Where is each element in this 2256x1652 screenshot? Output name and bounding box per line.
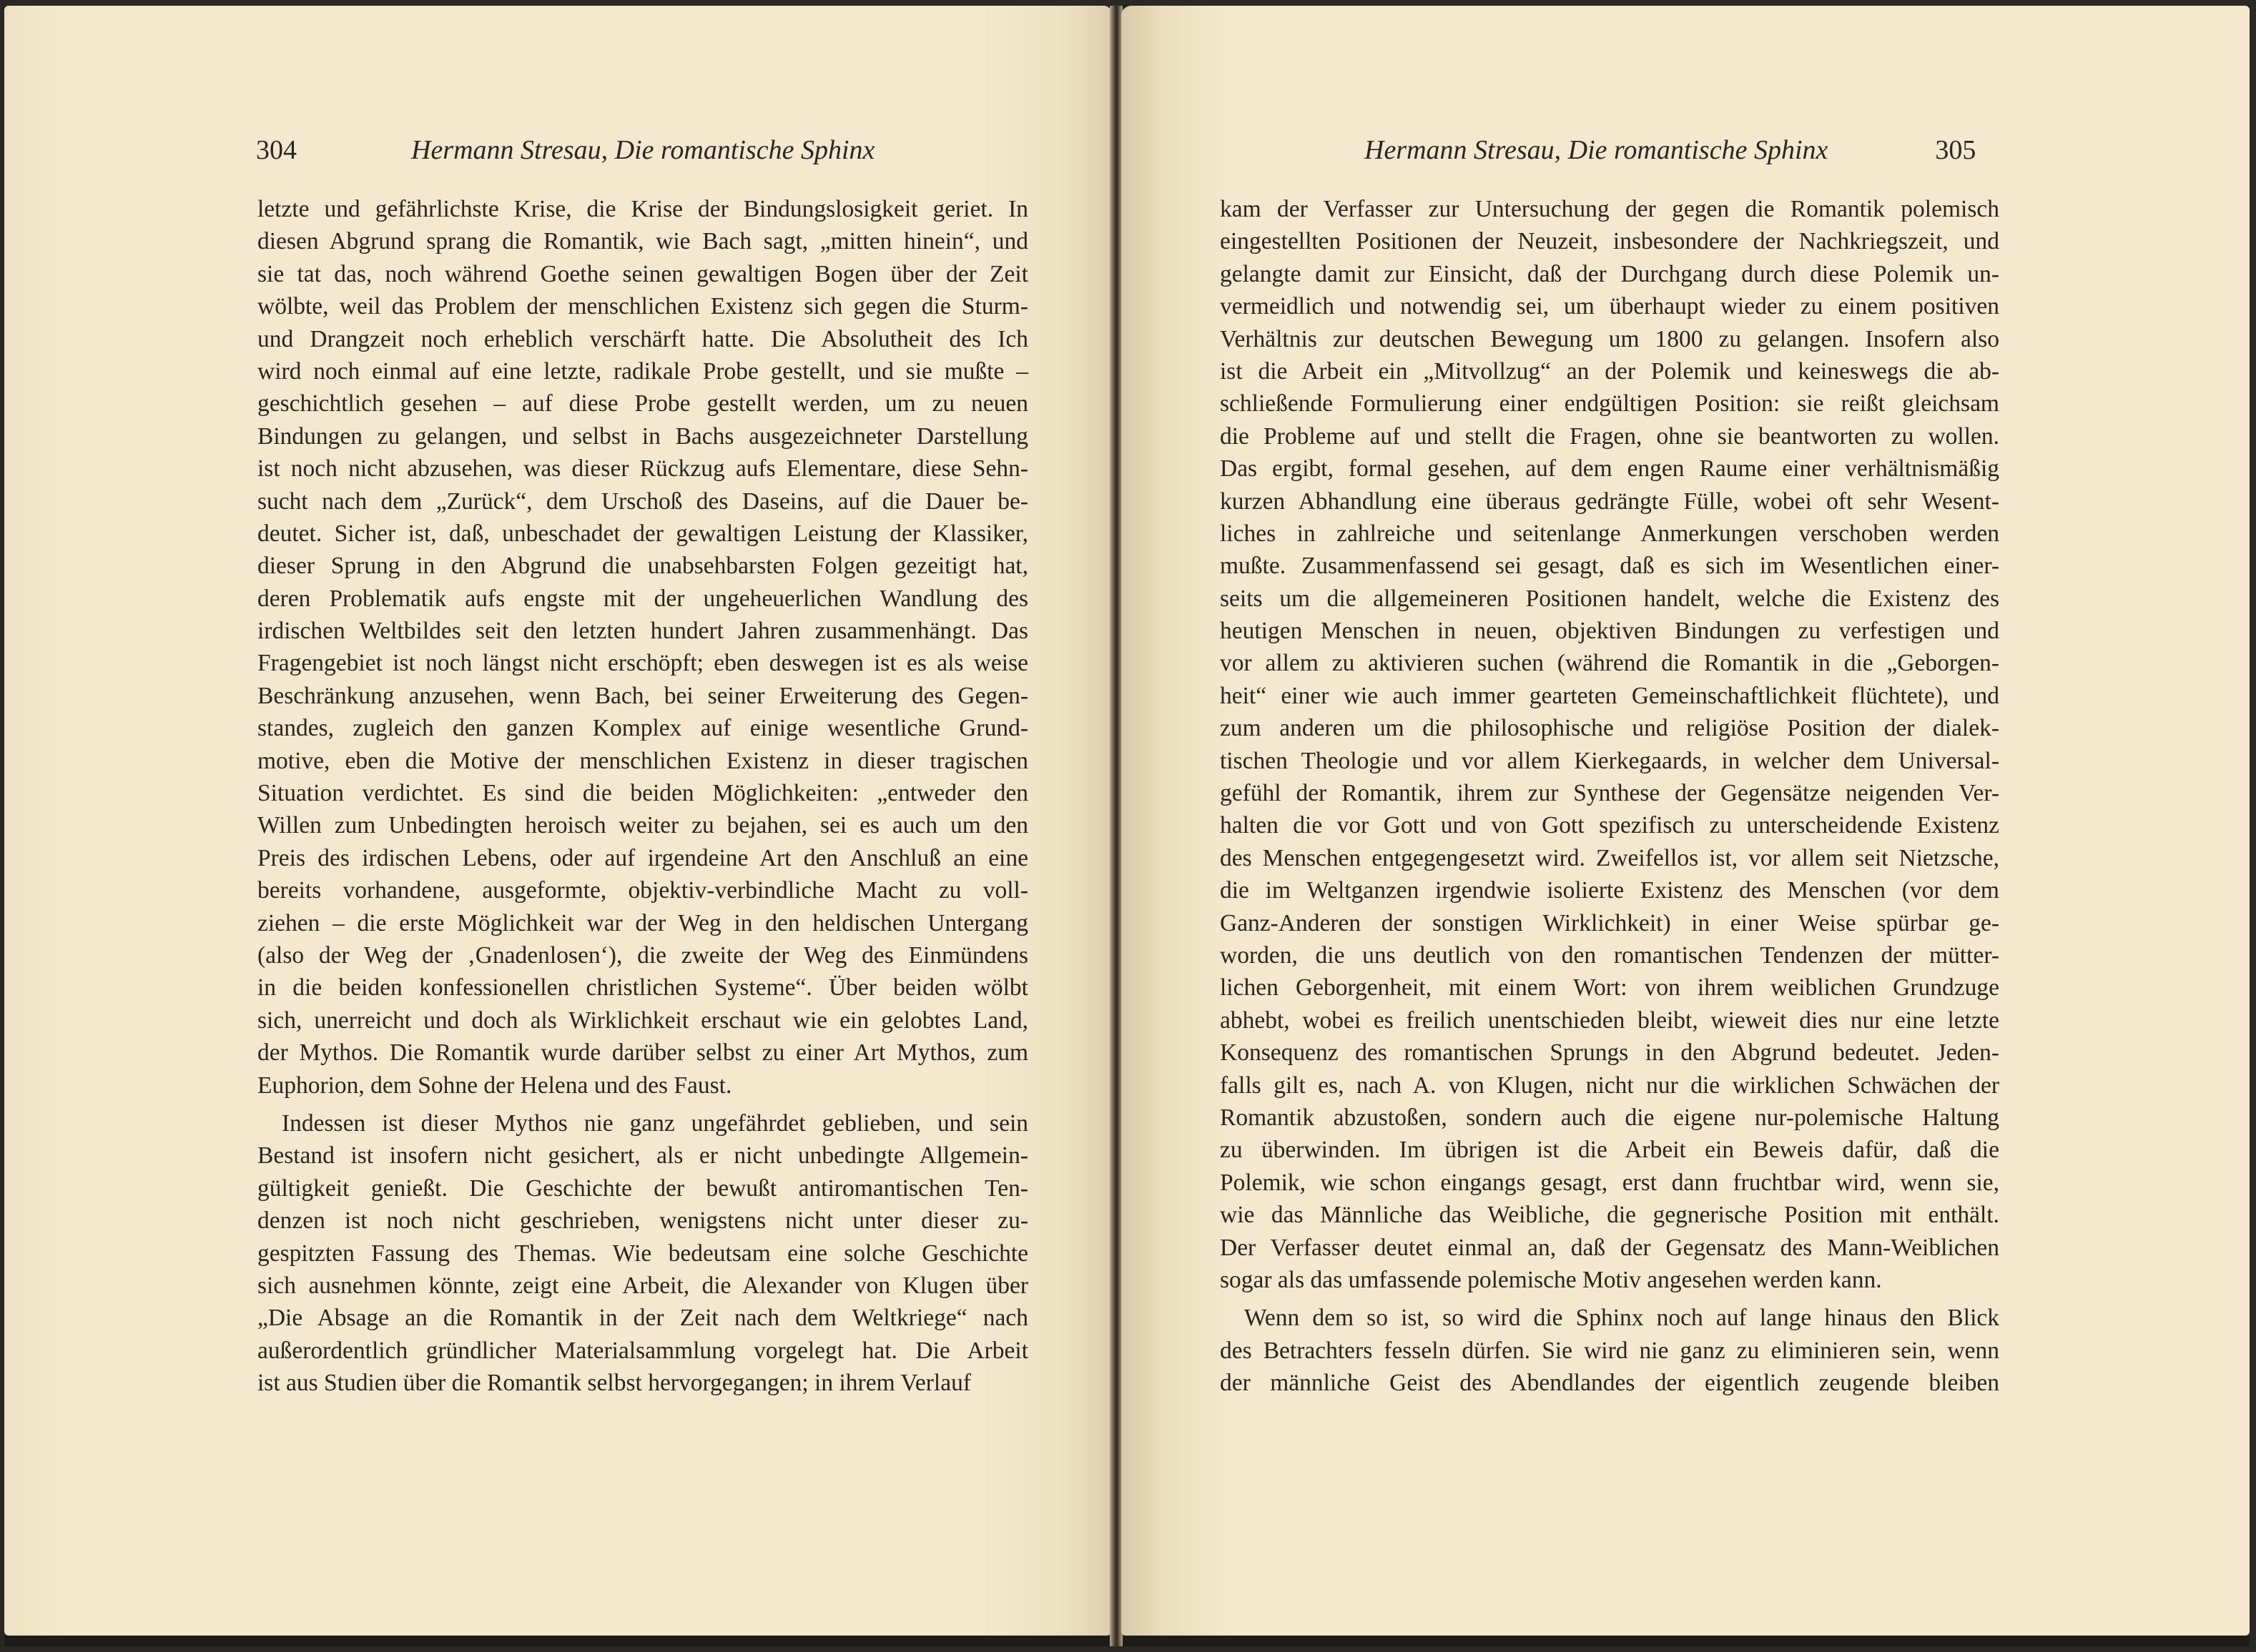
right-body-text [1220, 193, 1999, 1399]
text-line: sogar als das umfassende polemische Motiv angesehen werden kann. [1220, 1266, 1882, 1293]
text-line: sucht nach dem „Zurück“, dem Urschoß des Daseins, auf die Dauer be- [257, 488, 1028, 515]
text-line: geschichtlich gesehen – auf diese Probe gestellt werden, um zu neuen [257, 390, 1028, 417]
text-line: seits um die allgemeineren Positionen handelt, welche die Existenz des [1220, 585, 1999, 612]
text-line: kam der Verfasser zur Untersuchung der gegen die Romantik polemisch [1220, 196, 1999, 222]
left-page-number: 304 [256, 135, 297, 165]
right-running-title: Hermann Stresau, Die romantische Sphinx [1364, 135, 1828, 165]
text-line: lichen Geborgenheit, mit einem Wort: von ihrem weiblichen Grundzuge [1220, 974, 1999, 1001]
text-line: des Betrachters fesseln dürfen. Sie wird nie ganz zu eliminieren sein, wenn [1220, 1337, 1999, 1364]
text-line: und Drangzeit noch erheblich verschärft hatte. Die Absolutheit des Ich [257, 325, 1028, 352]
text-line: zum anderen um die philosophische und religiöse Position der dialek- [1220, 715, 1999, 742]
text-line: Bindungen zu gelangen, und selbst in Bachs ausgezeichneter Darstellung [257, 422, 1028, 450]
text-line: deutet. Sicher ist, daß, unbeschadet der gewaltigen Leistung der Klassiker, [257, 520, 1028, 547]
text-line: schließende Formulierung einer endgültigen Position: sie reißt gleichsam [1220, 390, 1999, 417]
left-body-text [257, 193, 1028, 1399]
left-page [4, 6, 1111, 1636]
text-line: vermeidlich und notwendig sei, um überhaupt wieder zu einem positiven [1220, 293, 1999, 320]
text-line: irdischen Weltbildes seit den letzten hundert Jahren zusammenhängt. Das [257, 618, 1028, 645]
text-line: bereits vorhandene, ausgeformte, objektiv-verbindliche Macht zu voll- [257, 877, 1028, 904]
text-line: gefühl der Romantik, ihrem zur Synthese der Gegensätze neigenden Ver- [1220, 780, 1999, 807]
text-line: der männliche Geist des Abendlandes der eigentlich zeugende bleiben [1220, 1370, 1999, 1397]
text-line: Willen zum Unbedingten heroisch weiter zu bejahen, sei es auch um den [257, 812, 1028, 839]
text-line: standes, zugleich den ganzen Komplex auf einige wesentliche Grund- [257, 715, 1028, 742]
right-running-head [1364, 134, 1976, 166]
text-line: heit“ einer wie auch immer gearteten Gemeinschaftlichkeit flüchtete), und [1220, 682, 1999, 709]
text-line: zu überwinden. Im übrigen ist die Arbeit ein Beweis dafür, daß die [1220, 1137, 1999, 1164]
text-line: sich ausnehmen könnte, zeigt eine Arbeit, die Alexander von Klugen über [257, 1272, 1028, 1299]
text-line: gelangte damit zur Einsicht, daß der Durchgang durch diese Polemik un- [1220, 260, 1999, 287]
text-line: heutigen Menschen in neuen, objektiven Bindungen zu verfestigen und [1220, 618, 1999, 645]
paragraph-gap [1220, 1296, 1999, 1302]
left-running-title: Hermann Stresau, Die romantische Sphinx [411, 135, 875, 165]
text-line: Der Verfasser deutet einmal an, daß der Gegensatz des Mann-Weiblichen [1220, 1234, 1999, 1261]
text-line: Euphorion, dem Sohne der Helena und des Faust. [257, 1072, 732, 1099]
text-line: sie tat das, noch während Goethe seinen gewaltigen Bogen über der Zeit [257, 260, 1028, 287]
text-line: ist noch nicht abzusehen, was dieser Rückzug aufs Elementare, diese Sehn- [257, 455, 1028, 483]
text-line: Verhältnis zur deutschen Bewegung um 1800 zu gelangen. Insofern also [1220, 325, 1999, 352]
text-line: ist aus Studien über die Romantik selbst hervorgegangen; in ihrem Verlauf [257, 1370, 971, 1397]
text-line: Ganz-Anderen der sonstigen Wirklichkeit) in einer Weise spürbar ge- [1220, 909, 1999, 936]
text-line: gültigkeit genießt. Die Geschichte der bewußt antiromantischen Ten- [257, 1174, 1028, 1202]
text-line: Das ergibt, formal gesehen, auf dem engen Raume einer verhältnismäßig [1220, 455, 1999, 483]
text-line: außerordentlich gründlicher Materialsammlung vorgelegt hat. Die Arbeit [257, 1337, 1028, 1364]
text-line: letzte und gefährlichste Krise, die Krise der Bindungslosigkeit geriet. In [257, 196, 1028, 222]
text-line: liches in zahlreiche und seitenlange Anmerkungen verschoben werden [1220, 520, 1999, 547]
text-line: abhebt, wobei es freilich unentschieden bleibt, wieweit dies nur eine letzte [1220, 1006, 1999, 1034]
text-line: motive, eben die Motive der menschlichen Existenz in dieser tragischen [257, 747, 1028, 774]
text-line: Bestand ist insofern nicht gesichert, als er nicht unbedingte Allgemein- [257, 1142, 1028, 1169]
text-line: ist die Arbeit ein „Mitvollzug“ an der Polemik und keineswegs die ab- [1220, 357, 1999, 385]
text-line: „Die Absage an die Romantik in der Zeit nach dem Weltkriege“ nach [257, 1305, 1028, 1332]
text-line: in die beiden konfessionellen christlichen Systeme“. Über beiden wölbt [257, 974, 1028, 1001]
text-line: Situation verdichtet. Es sind die beiden Möglichkeiten: „entweder den [257, 780, 1028, 807]
left-running-head [256, 134, 875, 166]
text-line: Wenn dem so ist, so wird die Sphinx noch auf lange hinaus den Blick [1244, 1305, 1999, 1332]
text-line: mußte. Zusammenfassend sei gesagt, daß es sich im Wesentlichen einer- [1220, 553, 1999, 580]
text-line: die im Weltganzen irgendwie isolierte Existenz des Menschen (vor dem [1220, 877, 1999, 904]
text-line: halten die vor Gott und von Gott spezifisch zu unterscheidende Existenz [1220, 812, 1999, 839]
right-page [1121, 6, 2250, 1636]
text-line: wie das Männliche das Weibliche, die gegnerische Position mit enthält. [1220, 1202, 1999, 1229]
text-line: worden, die uns deutlich von den romantischen Tendenzen der mütter- [1220, 941, 1999, 969]
right-page-number: 305 [1935, 135, 1976, 165]
text-line: tischen Theologie und vor allem Kierkegaards, in welcher dem Universal- [1220, 747, 1999, 774]
text-line: Beschränkung anzusehen, wenn Bach, bei seiner Erweiterung des Gegen- [257, 682, 1028, 709]
text-line: Romantik abzustoßen, sondern auch die eigene nur-polemische Haltung [1220, 1104, 1999, 1131]
text-line: eingestellten Positionen der Neuzeit, insbesondere der Nachkriegszeit, und [1220, 228, 1999, 255]
text-line: (also der Weg der ‚Gnadenlosen‘), die zweite der Weg des Einmündens [257, 941, 1028, 969]
text-line: falls gilt es, nach A. von Klugen, nicht nur die wirklichen Schwächen der [1220, 1072, 1999, 1099]
text-line: gespitzten Fassung des Themas. Wie bedeutsam eine solche Geschichte [257, 1240, 1028, 1267]
text-line: des Menschen entgegengesetzt wird. Zweifellos ist, vor allem seit Nietzsche, [1220, 844, 1999, 871]
text-line: wölbte, weil das Problem der menschlichen Existenz sich gegen die Sturm- [257, 293, 1028, 320]
text-line: dieser Sprung in den Abgrund die unabsehbarsten Folgen gezeitigt hat, [257, 553, 1028, 580]
text-line: Konsequenz des romantischen Sprungs in den Abgrund bedeutet. Jeden- [1220, 1039, 1999, 1067]
text-line: die Probleme auf und stellt die Fragen, ohne sie beantworten zu wollen. [1220, 422, 1999, 450]
paragraph-gap [257, 1102, 1028, 1107]
text-line: Preis des irdischen Lebens, oder auf irgendeine Art den Anschluß an eine [257, 844, 1028, 871]
text-line: kurzen Abhandlung eine überaus gedrängte Fülle, wobei oft sehr Wesent- [1220, 488, 1999, 515]
text-line: diesen Abgrund sprang die Romantik, wie Bach sagt, „mitten hinein“, und [257, 228, 1028, 255]
text-line: wird noch einmal auf eine letzte, radikale Probe gestellt, und sie mußte – [257, 357, 1028, 385]
book-spread [4, 6, 2250, 1646]
text-line: ziehen – die erste Möglichkeit war der Weg in den heldischen Untergang [257, 909, 1028, 936]
text-line: denzen ist noch nicht geschrieben, wenigstens nicht unter dieser zu- [257, 1207, 1028, 1235]
text-line: Polemik, wie schon eingangs gesagt, erst dann fruchtbar wird, wenn sie, [1220, 1169, 1999, 1196]
text-line: deren Problematik aufs engste mit der ungeheuerlichen Wandlung des [257, 585, 1028, 612]
text-line: vor allem zu aktivieren suchen (während die Romantik in die „Geborgen- [1220, 650, 1999, 677]
text-line: Indessen ist dieser Mythos nie ganz ungefährdet geblieben, und sein [282, 1109, 1028, 1137]
text-line: sich, unerreicht und doch als Wirklichkeit erschaut wie ein gelobtes Land, [257, 1006, 1028, 1034]
text-line: Fragengebiet ist noch längst nicht erschöpft; eben deswegen ist es als weise [257, 650, 1028, 677]
text-line: der Mythos. Die Romantik wurde darüber selbst zu einer Art Mythos, zum [257, 1039, 1028, 1067]
